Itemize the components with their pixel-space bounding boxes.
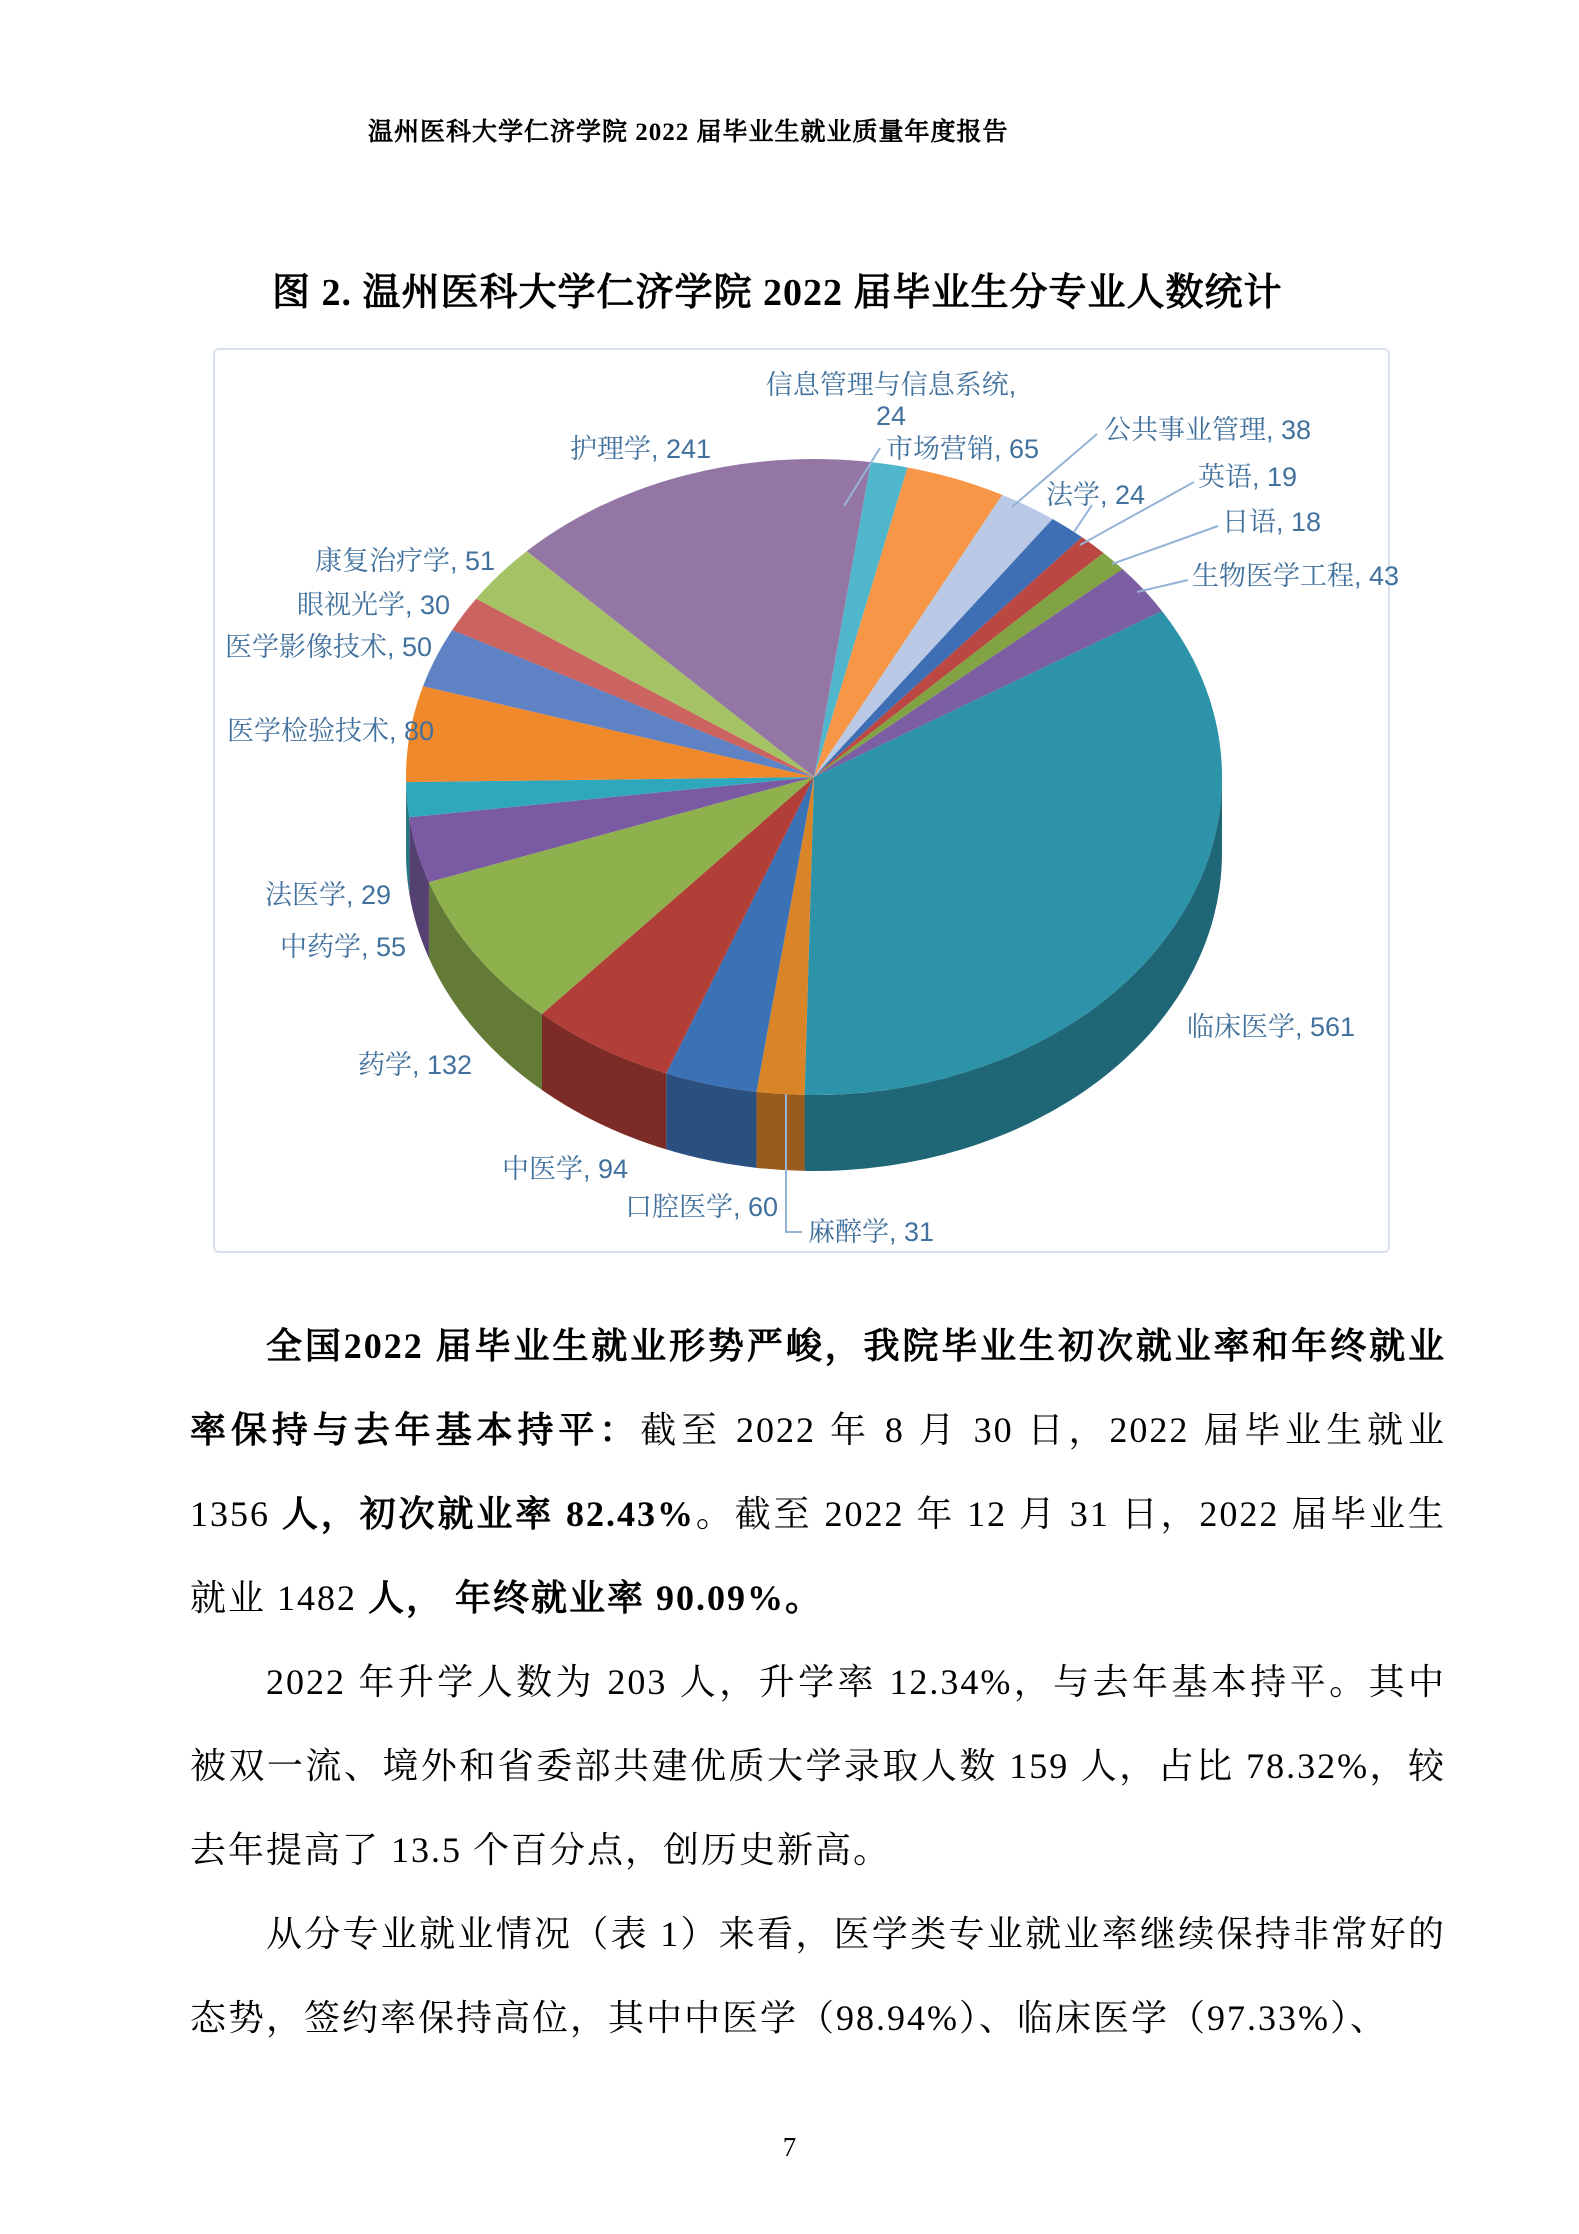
page-header: 温州医科大学仁济学院 2022 届毕业生就业质量年度报告 — [368, 119, 1009, 146]
label-leader-line — [1137, 580, 1188, 592]
slice-label: 药学, 132 — [358, 1050, 473, 1080]
figure-title: 图 2. 温州医科大学仁济学院 2022 届毕业生分专业人数统计 — [272, 272, 1283, 314]
body-text — [190, 1304, 1446, 2060]
text-segment: 人，初次就业率 82.43% — [281, 1494, 695, 1534]
text-segment: 截至 2022 年 8 月 30 日，2022 届毕业生就业 1356 — [190, 1410, 1446, 1534]
label-leader-line — [1112, 526, 1218, 564]
slice-label: 公共事业管理, 38 — [1104, 415, 1312, 445]
slice-label: 医学检验技术, 80 — [227, 716, 435, 746]
paragraph — [190, 1892, 1446, 2060]
pie-chart-area — [213, 348, 1400, 1253]
text-segment: 全国2022 届毕业生就业形势严峻，我院毕业生初次就业率和年终就业率保持与去年基本持平： — [190, 1326, 1446, 1450]
slice-label: 护理学, 241 — [570, 434, 712, 464]
slice-label: 康复治疗学, 51 — [315, 546, 496, 576]
text-segment: 从分专业就业情况（表 1）来看，医学类专业就业率继续保持非常好的态势，签约率保持高位，其中中医学（98.94%）、临床医学（97.33%）、 — [190, 1914, 1446, 2038]
text-segment: 人， 年终就业率 90.09%。 — [368, 1578, 824, 1618]
slice-label: 法学, 24 — [1046, 480, 1146, 510]
paragraph — [190, 1640, 1446, 1892]
paragraph — [190, 1304, 1446, 1640]
slice-label: 临床医学, 561 — [1187, 1012, 1356, 1042]
slice-label: 中药学, 55 — [280, 932, 407, 962]
slice-label: 法医学, 29 — [265, 880, 392, 910]
text-segment: 2022 年升学人数为 203 人，升学率 12.34%，与去年基本持平。其中被双一流、境外和省委部共建优质大学录取人数 159 人，占比 78.32%，较去年提高了 13.5 个百分点，创历史新高。 — [190, 1662, 1446, 1870]
slice-label: 市场营销, 65 — [886, 434, 1040, 464]
slice-label: 英语, 19 — [1198, 462, 1298, 492]
slice-label: 信息管理与信息系统, 24 — [765, 370, 1017, 431]
slice-label: 日语, 18 — [1222, 507, 1322, 537]
slice-label: 眼视光学, 30 — [297, 590, 451, 620]
text-segment: 。截至 2022 年 12 月 31 日，2022 届毕业生就业 1482 — [190, 1494, 1446, 1618]
slice-label: 医学影像技术, 50 — [225, 632, 433, 662]
slice-label: 中医学, 94 — [502, 1154, 629, 1184]
page-number: 7 — [782, 2132, 797, 2162]
slice-label: 口腔医学, 60 — [625, 1192, 779, 1222]
slice-label: 麻醉学, 31 — [808, 1217, 935, 1247]
pie-slice-side — [756, 1092, 804, 1171]
slice-label: 生物医学工程, 43 — [1192, 561, 1400, 591]
